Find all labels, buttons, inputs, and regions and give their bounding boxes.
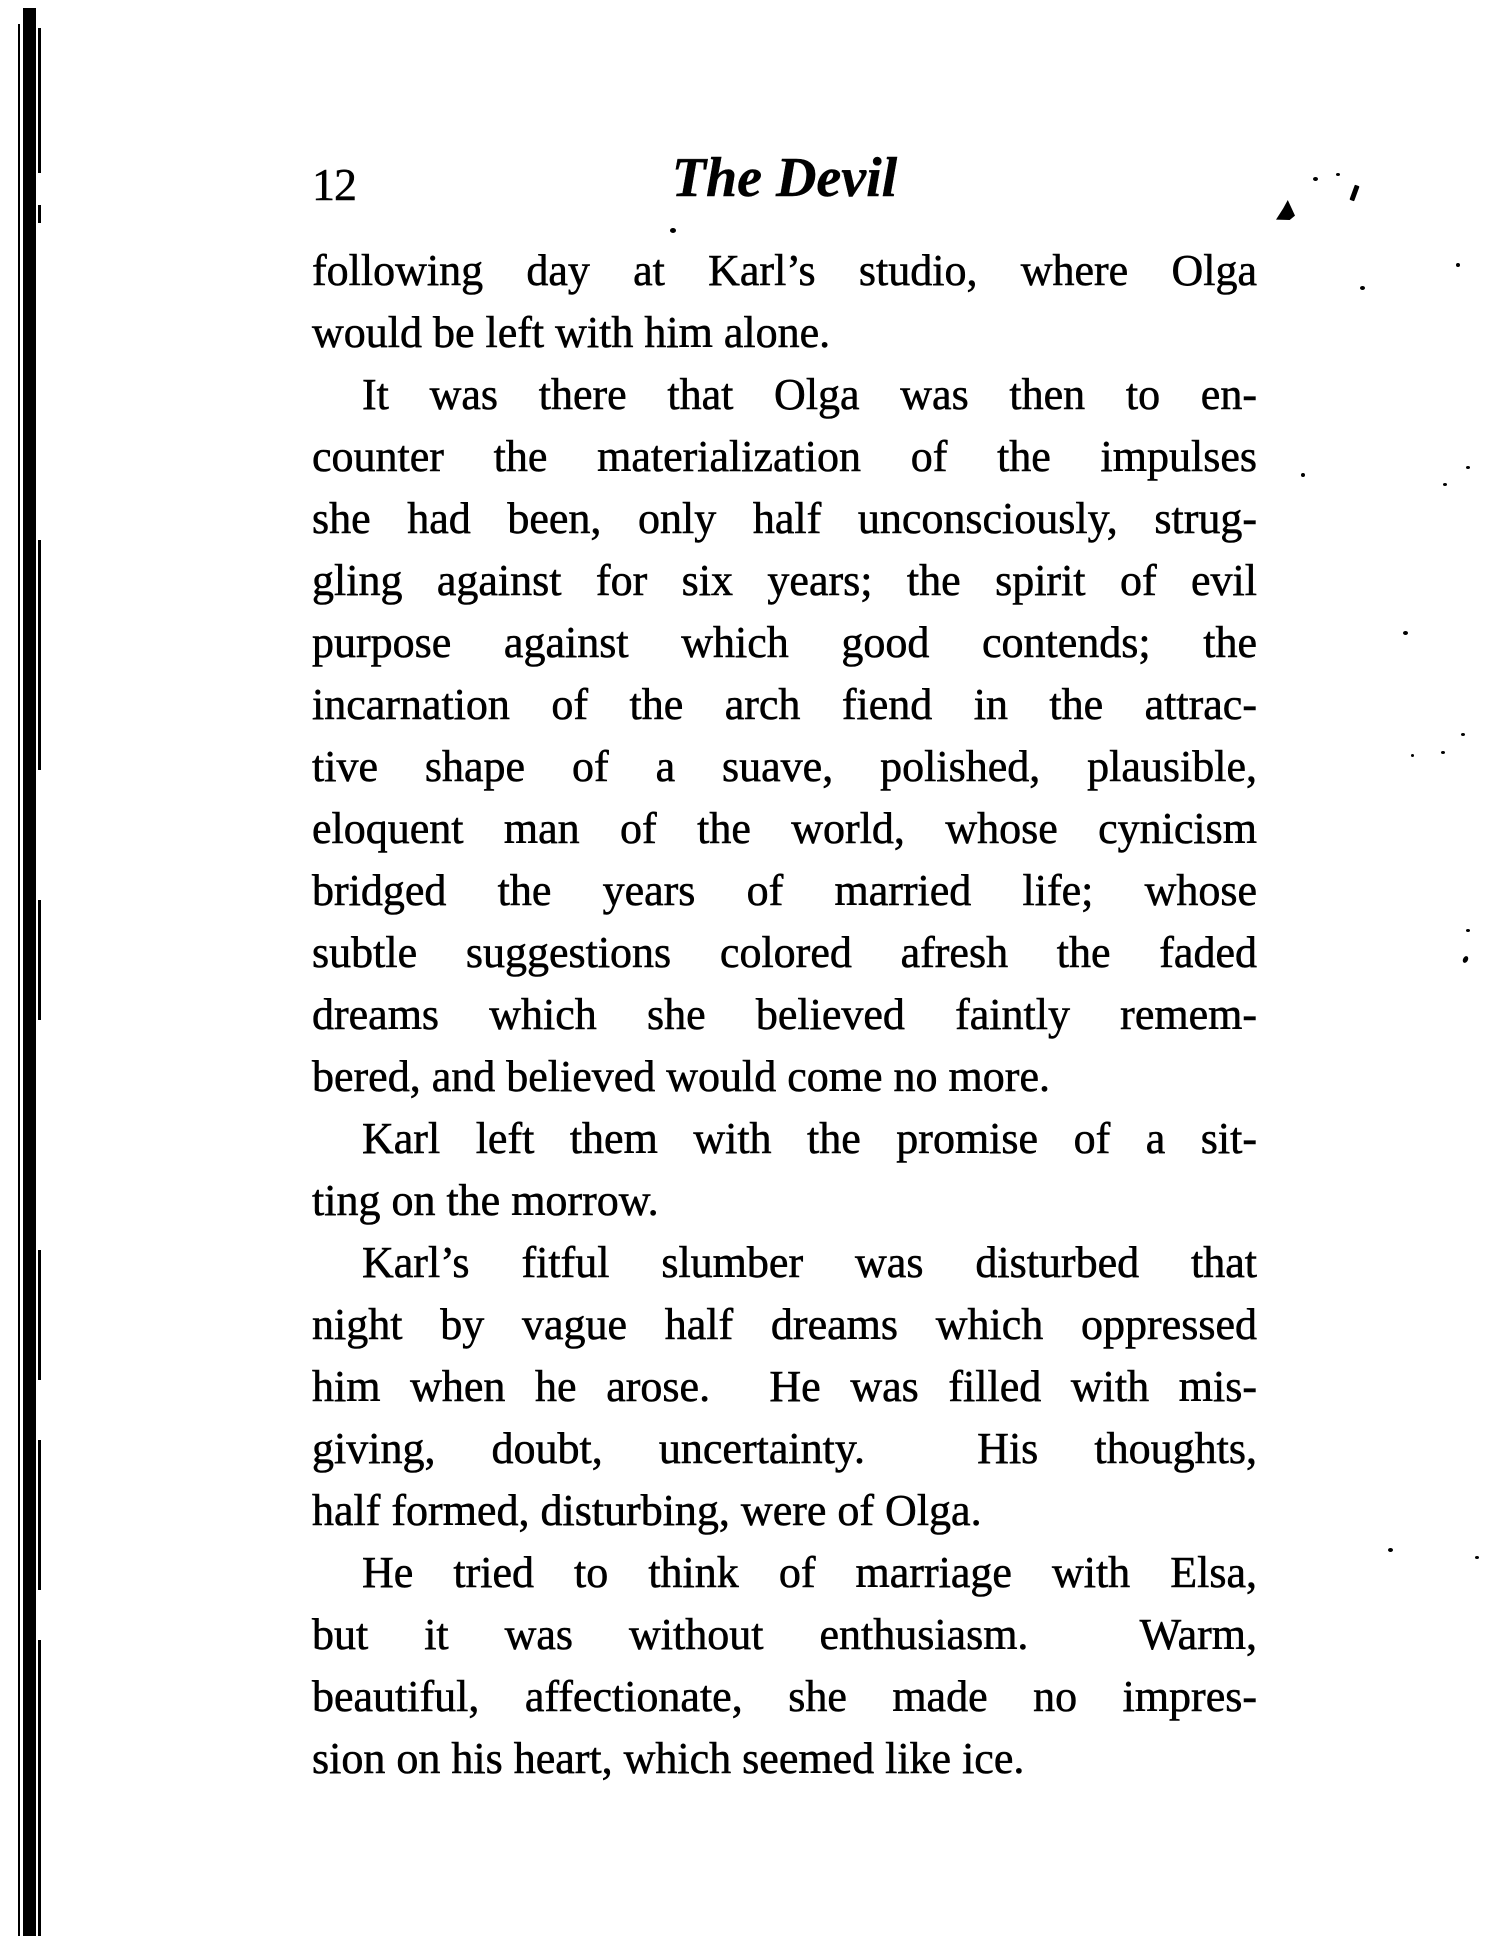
text-line: sion on his heart, which seemed like ice. [312, 1734, 1025, 1783]
ink-speck-dot [1466, 929, 1470, 932]
binding-gutter-segment [38, 1640, 41, 1936]
binding-gutter-segment [38, 1250, 41, 1380]
ink-speck-slash [1349, 185, 1359, 202]
page-number: 12 [312, 159, 356, 210]
ink-speck-dot [670, 228, 676, 233]
text-block [312, 240, 1257, 1790]
ink-speck-dot [1466, 466, 1470, 469]
binding-gutter-line [18, 24, 20, 1936]
binding-gutter-segment [38, 540, 41, 770]
ink-speck-dot [1336, 173, 1340, 176]
ink-speck-dot [1456, 263, 1460, 267]
text-line: giving, doubt, uncertainty. His thoughts, [312, 1424, 1257, 1473]
text-line: subtle suggestions colored afresh the faded [312, 928, 1257, 977]
text-line: counter the materialization of the impulses [312, 432, 1257, 481]
binding-gutter-segment [38, 900, 41, 1020]
running-title: The Devil [671, 147, 898, 209]
ink-speck-dot [1403, 631, 1408, 635]
text-line: she had been, only half unconsciously, strug- [312, 494, 1257, 543]
ink-speck-dot [1360, 286, 1365, 290]
text-line: Karl’s fitful slumber was disturbed that [362, 1238, 1257, 1287]
text-line: Karl left them with the promise of a sit- [362, 1114, 1257, 1163]
page-header [312, 148, 1257, 210]
text-line: but it was without enthusiasm. Warm, [312, 1610, 1257, 1659]
text-line: bered, and believed would come no more. [312, 1052, 1050, 1101]
text-line: beautiful, affectionate, she made no impres- [312, 1672, 1257, 1721]
ink-speck-dot [1461, 733, 1465, 736]
binding-gutter-segment [38, 1440, 41, 1590]
ink-speck-comma [1462, 955, 1469, 963]
binding-gutter-band [23, 8, 36, 1936]
text-line: bridged the years of married life; whose [312, 866, 1257, 915]
text-line: tive shape of a suave, polished, plausible, [312, 742, 1257, 791]
text-line: ting on the morrow. [312, 1176, 659, 1225]
text-line: gling against for six years; the spirit of evil [312, 556, 1257, 605]
binding-gutter-segment [38, 205, 41, 223]
text-line: eloquent man of the world, whose cynicism [312, 804, 1257, 853]
ink-speck-dot [1388, 1548, 1393, 1552]
text-line: purpose against which good contends; the [312, 618, 1257, 667]
ink-speck-dot [1301, 473, 1305, 477]
text-line: following day at Karl’s studio, where Olga [312, 246, 1257, 295]
text-line: night by vague half dreams which oppressed [312, 1300, 1257, 1349]
ink-speck-dot [1441, 751, 1445, 754]
ink-speck-blob [1276, 200, 1295, 220]
ink-speck-dot [1313, 177, 1318, 181]
ink-speck-dot [1411, 754, 1414, 757]
text-line: It was there that Olga was then to en- [362, 370, 1257, 419]
ink-speck-dot [1475, 1556, 1479, 1559]
text-line: He tried to think of marriage with Elsa, [362, 1548, 1257, 1597]
binding-gutter-segment [38, 28, 41, 173]
text-line: dreams which she believed faintly remem- [312, 990, 1257, 1039]
text-line: incarnation of the arch fiend in the attrac- [312, 680, 1257, 729]
text-line: half formed, disturbing, were of Olga. [312, 1486, 982, 1535]
text-line: him when he arose. He was filled with mis- [312, 1362, 1257, 1411]
text-line: would be left with him alone. [312, 308, 831, 357]
ink-speck-dot [1443, 483, 1447, 486]
